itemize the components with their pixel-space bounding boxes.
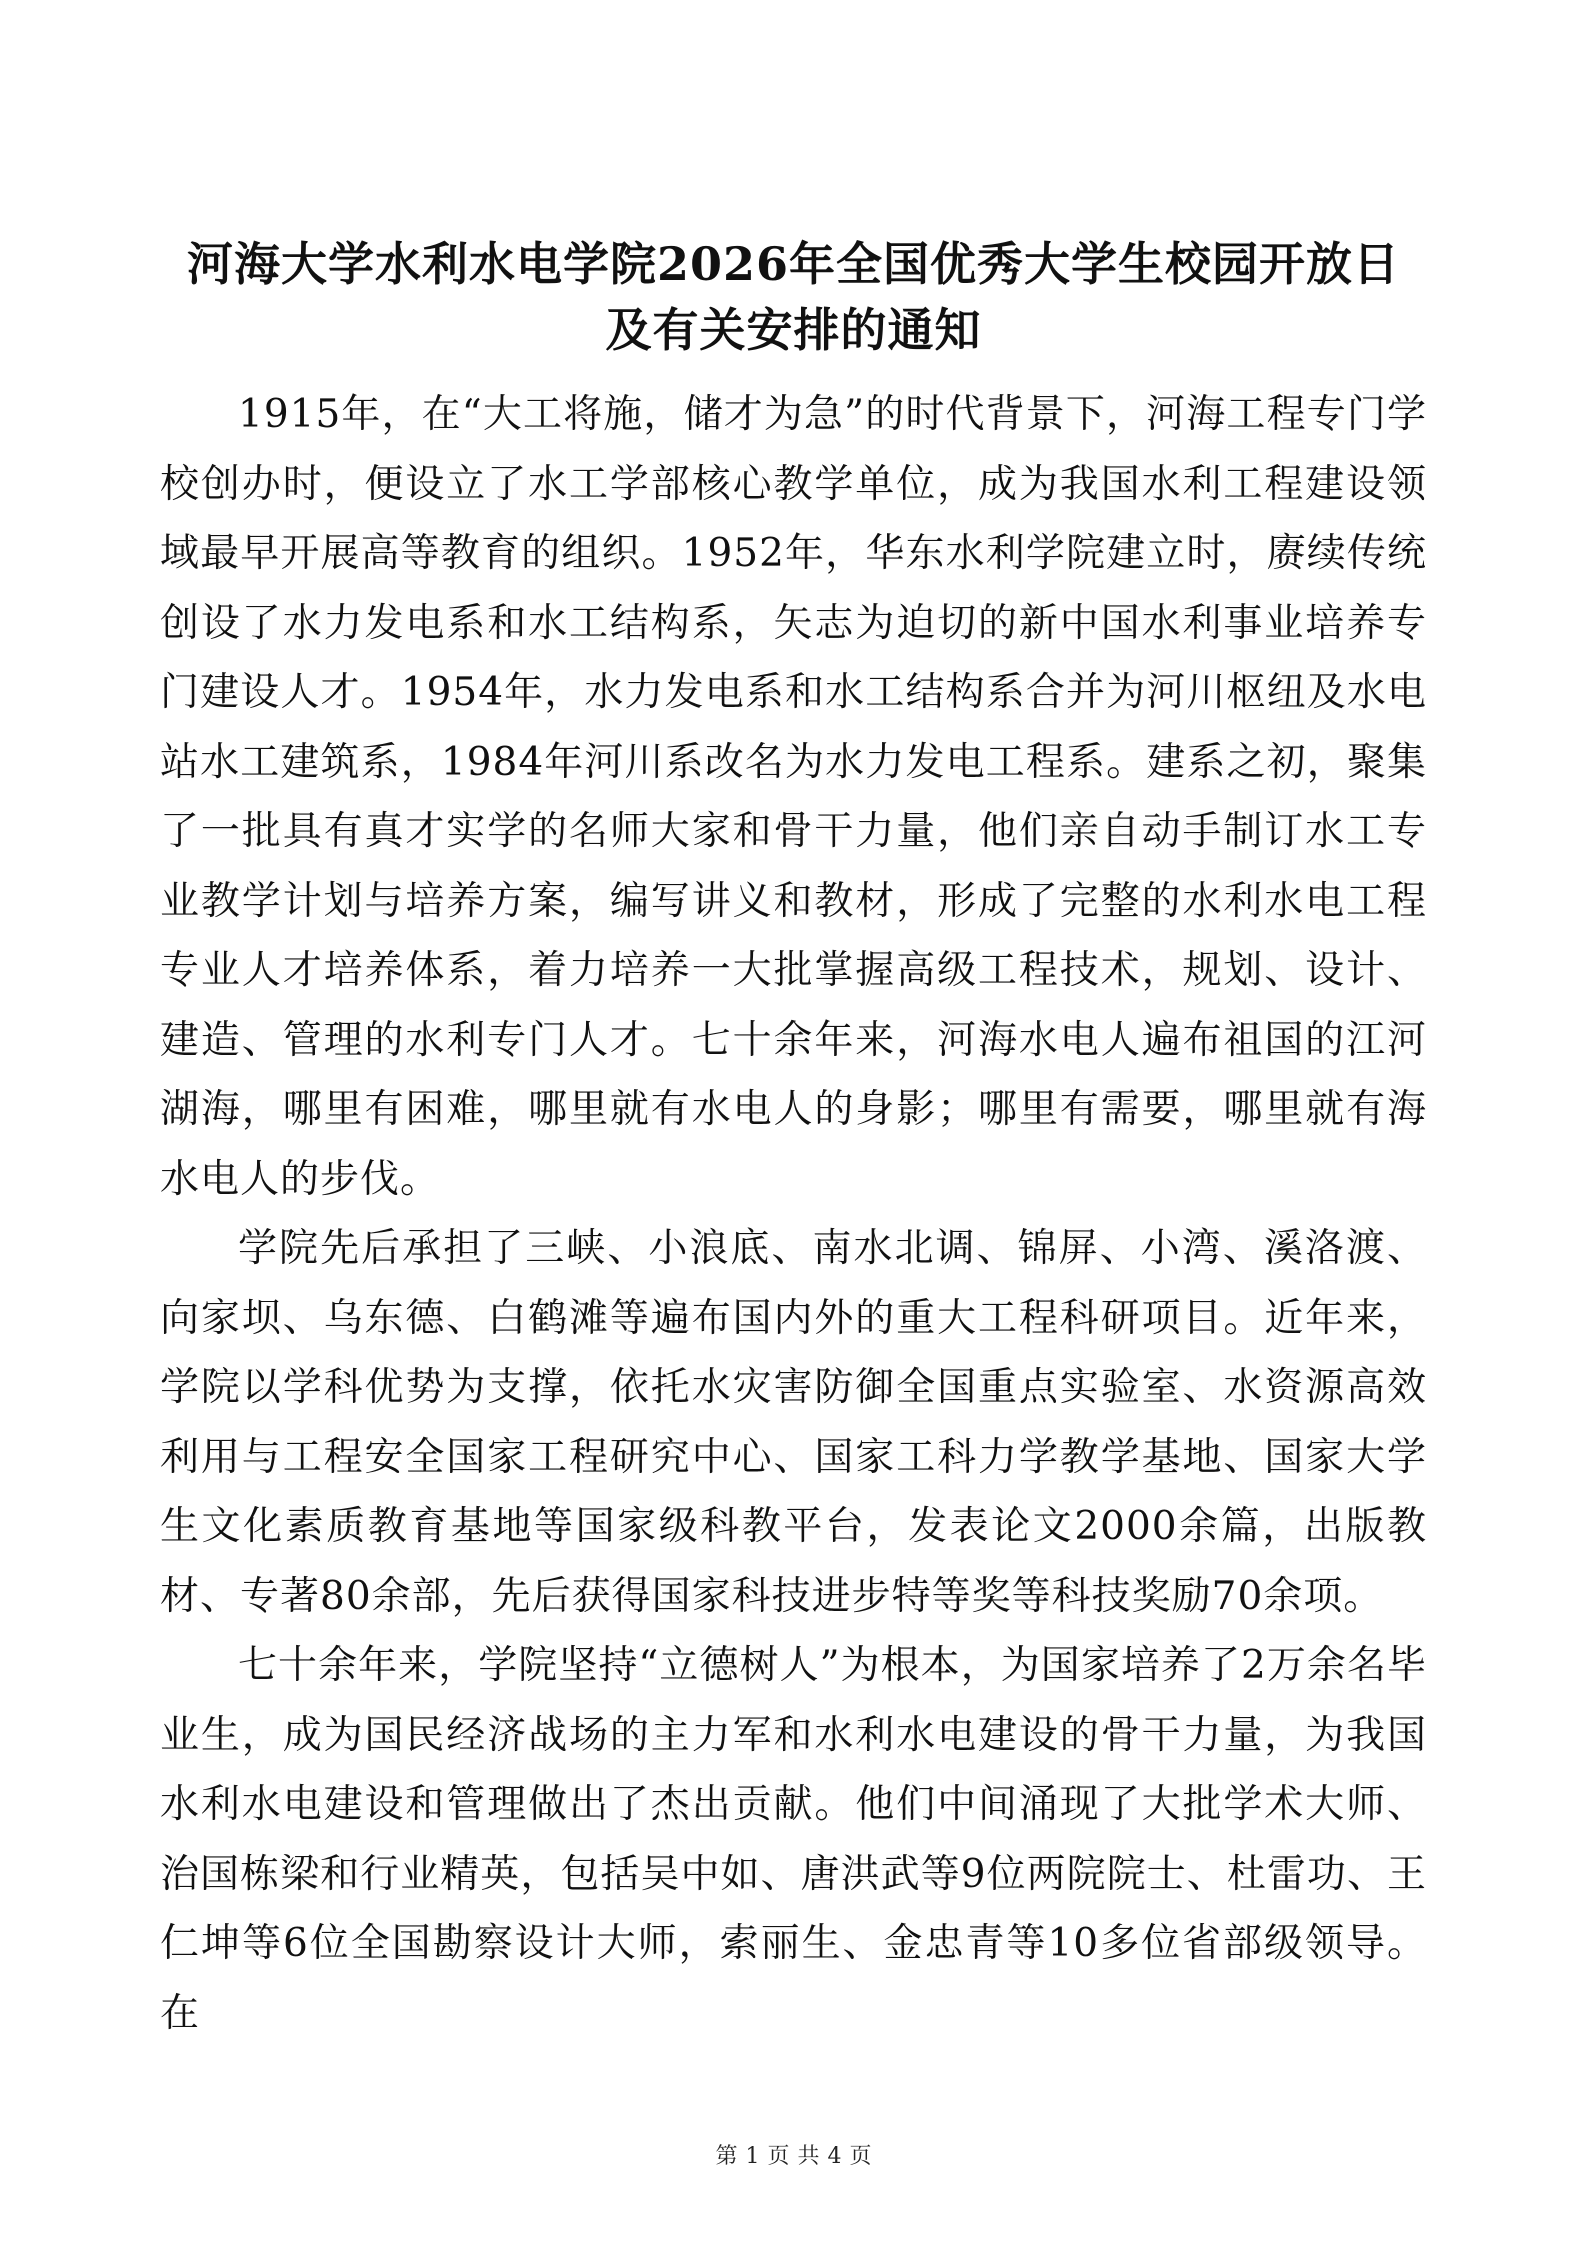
footer-suffix: 页 xyxy=(849,2144,872,2169)
paragraph-history: 1915年，在“大工将施，储才为急”的时代背景下，河海工程专门学校创办时，便设立了水工学部核心教学单位，成为我国水利工程建设领域最早开展高等教育的组织。1952年，华东水利学院建立时，赓续传统创设了水力发电系和水工结构系，矢志为迫切的新中国水利事业培养专门建设人才。1954年，水力发电系和水工结构系合并为河川枢纽及水电站水工建筑系，1984年河川系改名为水力发电工程系。建系之初，聚集了一批具有真才实学的名师大家和骨干力量，他们亲自动手制订水工专业教学计划与培养方案，编写讲义和教材，形成了完整的水利水电工程专业人才培养体系，着力培养一大批掌握高级工程技术，规划、设计、建造、管理的水利专门人才。七十余年来，河海水电人遍布祖国的江河湖海，哪里有困难，哪里就有水电人的身影；哪里有需要，哪里就有海水电人的步伐。 xyxy=(160,392,1427,1202)
title-line-1: 河海大学水利水电学院2026年全国优秀大学生校园开放日 xyxy=(186,236,1401,291)
page-footer xyxy=(0,2142,1587,2172)
paragraph-alumni: 七十余年来，学院坚持“立德树人”为根本，为国家培养了2万余名毕业生，成为国民经济战场的主力军和水利水电建设的骨干力量，为我国水利水电建设和管理做出了杰出贡献。他们中间涌现了大批学术大师、治国栋梁和行业精英，包括吴中如、唐洪武等9位两院院士、杜雷功、王仁坤等6位全国勘察设计大师，索丽生、金忠青等10多位省部级领导。在 xyxy=(160,1643,1427,2036)
document-body xyxy=(160,380,1427,2048)
document-title xyxy=(160,231,1427,363)
footer-prefix: 第 xyxy=(715,2144,738,2169)
footer-total-pages: 4 xyxy=(827,2144,842,2169)
footer-total-word: 共 xyxy=(797,2144,820,2169)
title-line-2: 及有关安排的通知 xyxy=(605,302,982,357)
footer-page-word: 页 xyxy=(767,2144,790,2169)
paragraph-research: 学院先后承担了三峡、小浪底、南水北调、锦屏、小湾、溪洛渡、向家坝、乌东德、白鹤滩等遍布国内外的重大工程科研项目。近年来，学院以学科优势为支撑，依托水灾害防御全国重点实验室、水资源高效利用与工程安全国家工程研究中心、国家工科力学教学基地、国家大学生文化素质教育基地等国家级科教平台，发表论文2000余篇，出版教材、专著80余部，先后获得国家科技进步特等奖等科技奖励70余项。 xyxy=(160,1226,1427,1619)
footer-current-page: 1 xyxy=(745,2144,760,2169)
